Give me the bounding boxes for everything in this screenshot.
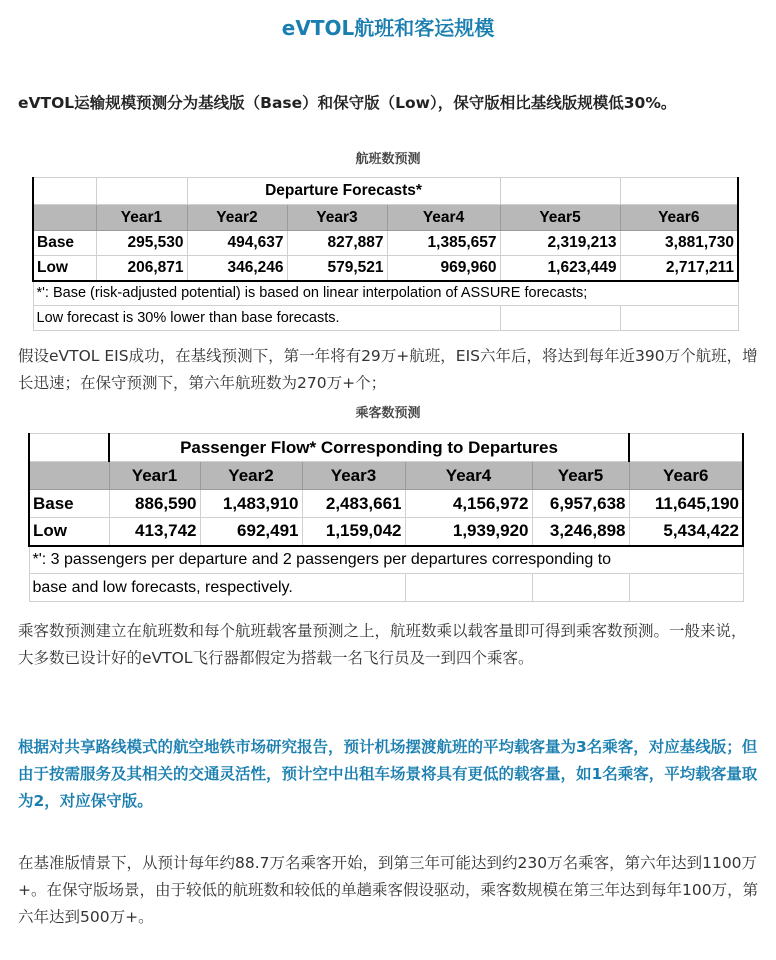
- table2-cell: 5,434,422: [629, 518, 743, 546]
- table2-caption: 乘客数预测: [355, 406, 421, 421]
- table1-cell: 206,871: [96, 256, 187, 281]
- table2-header-year6: Year6: [629, 462, 743, 490]
- table2-header-year3: Year3: [302, 462, 405, 490]
- table2-cell: 413,742: [109, 518, 200, 546]
- highlight-paragraph: 根据对共享路线模式的航空地铁市场研究报告，预计机场摆渡航班的平均载客量为3名乘客，对应基线版；但由于按需服务及其相关的交通灵活性，预计空中出租车场景将具有更低的载客量，如1名乘客，平均载客量取为2，对应保守版。: [18, 738, 758, 810]
- table2-header-year5: Year5: [532, 462, 629, 490]
- table2-cell: 1,939,920: [405, 518, 532, 546]
- departure-paragraph: 假设eVTOL EIS成功，在基线预测下，第一年将有29万+航班，EIS六年后，将达到每年近390万个航班，增长迅速；在保守预测下，第六年航班数为270万+个；: [18, 347, 758, 392]
- table1-cell: 3,881,730: [620, 231, 738, 256]
- table2-note: *': 3 passengers per departure and 2 passengers per departures corresponding to: [29, 546, 743, 574]
- table1-header-year2: Year2: [187, 205, 287, 231]
- table2-cell: 2,483,661: [302, 490, 405, 518]
- table2-row-low: [29, 518, 743, 546]
- table2-header-year1: Year1: [109, 462, 200, 490]
- departure-forecast-table: [32, 177, 739, 331]
- table1-header-year5: Year5: [500, 205, 620, 231]
- table1-header-year1: Year1: [96, 205, 187, 231]
- table1-row-label: Base: [33, 231, 96, 256]
- table1-cell: 1,623,449: [500, 256, 620, 281]
- table1-cell: 494,637: [187, 231, 287, 256]
- table1-cell: 827,887: [287, 231, 387, 256]
- table1-title: Departure Forecasts*: [187, 178, 500, 205]
- table1-cell: 346,246: [187, 256, 287, 281]
- table1-header-year4: Year4: [387, 205, 500, 231]
- table1-cell: 579,521: [287, 256, 387, 281]
- table2-row-label: Base: [29, 490, 109, 518]
- table1-note: Low forecast is 30% lower than base forecasts.: [33, 306, 500, 331]
- table2-header-year4: Year4: [405, 462, 532, 490]
- table2-cell: 11,645,190: [629, 490, 743, 518]
- table1-header-year6: Year6: [620, 205, 738, 231]
- table1-note: *': Base (risk-adjusted potential) is based on linear interpolation of ASSURE forecasts;: [33, 281, 738, 306]
- passenger-paragraph: 乘客数预测建立在航班数和每个航班载客量预测之上，航班数乘以载客量即可得到乘客数预测。一般来说，大多数已设计好的eVTOL飞行器都假定为搭载一名飞行员及一到四个乘客。: [18, 622, 747, 667]
- table1-cell: 969,960: [387, 256, 500, 281]
- table1-cell: 295,530: [96, 231, 187, 256]
- passenger-flow-table: [28, 433, 744, 602]
- table2-row-base: [29, 490, 743, 518]
- table2-cell: 3,246,898: [532, 518, 629, 546]
- table1-header-year3: Year3: [287, 205, 387, 231]
- table1-cell: 2,319,213: [500, 231, 620, 256]
- table1-cell: 2,717,211: [620, 256, 738, 281]
- page-title: eVTOL航班和客运规模: [281, 16, 495, 40]
- table2-header-year2: Year2: [200, 462, 302, 490]
- summary-paragraph: 在基准版情景下，从预计每年约88.7万名乘客开始，到第三年可能达到约230万名乘客，第六年达到1100万+。在保守版场景，由于较低的航班数和较低的单趟乘客假设驱动，乘客数规模在第三年达到每年100万，第六年达到500万+。: [18, 854, 759, 926]
- table2-row-label: Low: [29, 518, 109, 546]
- table2-cell: 1,159,042: [302, 518, 405, 546]
- table2-title: Passenger Flow* Corresponding to Departures: [109, 434, 629, 462]
- table1-cell: 1,385,657: [387, 231, 500, 256]
- table2-cell: 692,491: [200, 518, 302, 546]
- table2-cell: 4,156,972: [405, 490, 532, 518]
- table1-row-label: Low: [33, 256, 96, 281]
- table2-cell: 6,957,638: [532, 490, 629, 518]
- table2-note: base and low forecasts, respectively.: [29, 574, 405, 602]
- table1-caption: 航班数预测: [355, 152, 421, 167]
- table1-row-base: [33, 231, 738, 256]
- table2-cell: 886,590: [109, 490, 200, 518]
- table2-cell: 1,483,910: [200, 490, 302, 518]
- intro-paragraph: eVTOL运输规模预测分为基线版（Base）和保守版（Low），保守版相比基线版规模低30%。: [18, 94, 677, 112]
- table1-row-low: [33, 256, 738, 281]
